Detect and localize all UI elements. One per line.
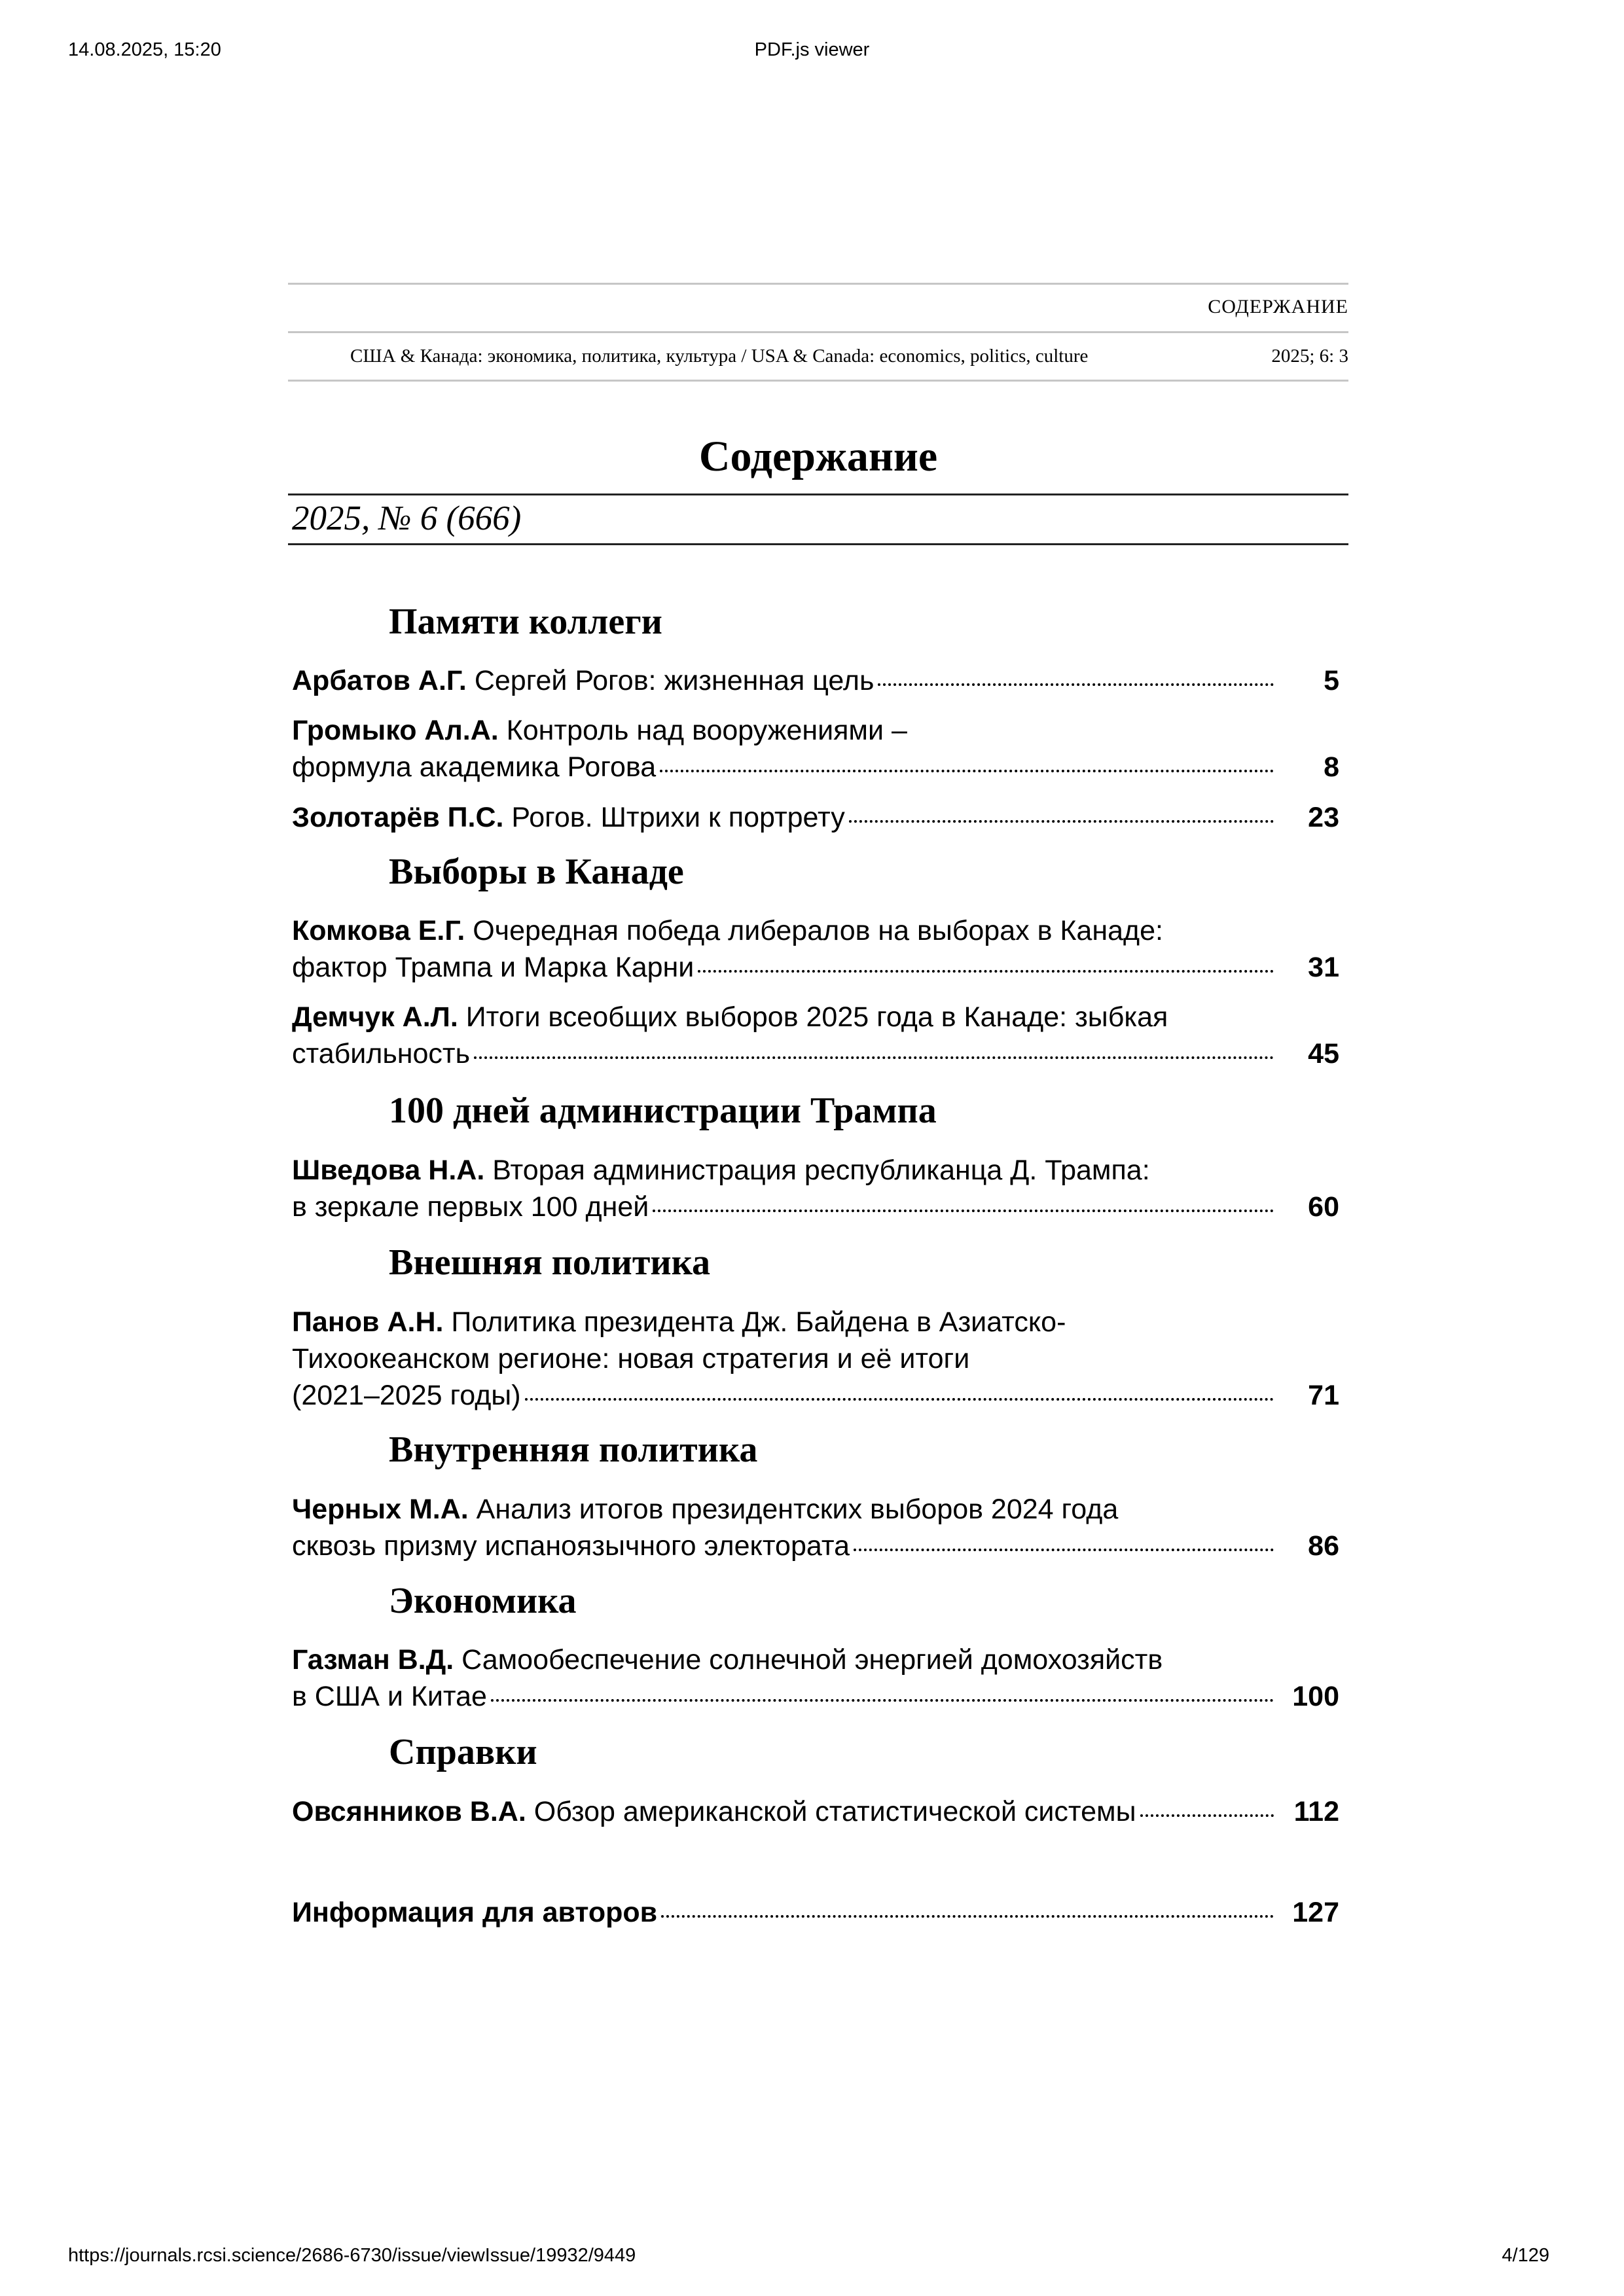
title-rule-bottom (288, 543, 1348, 545)
running-header-page-ref: 2025; 6: 3 (1271, 346, 1348, 367)
entry-page-number: 31 (1308, 952, 1339, 983)
dot-leader (1140, 1814, 1274, 1817)
entry-author: Черных М.А. (292, 1494, 469, 1525)
toc-entry[interactable] (292, 1793, 1339, 1830)
entry-title: в зеркале первых 100 дней (292, 1191, 649, 1223)
toc-entry-line (292, 1528, 1339, 1564)
section-heading: Справки (389, 1732, 537, 1772)
entry-author: Демчук А.Л. (292, 1001, 458, 1033)
print-page-title: PDF.js viewer (754, 39, 870, 60)
authors-info-entry[interactable] (292, 1894, 1339, 1931)
authors-info-label: Информация для авторов (292, 1897, 658, 1928)
toc-entry-line (292, 1152, 1339, 1189)
entry-author: Газман В.Д. (292, 1644, 454, 1676)
section-heading: Памяти коллеги (389, 601, 662, 642)
entry-author: Панов А.Н. (292, 1306, 444, 1338)
entry-title: в США и Китае (292, 1681, 487, 1712)
entry-author: Шведова Н.А. (292, 1155, 485, 1186)
entry-title: Очередная победа либералов на выборах в Канаде: (473, 915, 1163, 946)
entry-title: Вторая администрация республиканца Д. Трампа: (492, 1155, 1150, 1186)
toc-entry-line (292, 799, 1339, 836)
toc-entry-line (292, 712, 1339, 749)
dot-leader (474, 1056, 1274, 1059)
entry-page-number: 60 (1308, 1191, 1339, 1223)
header-rule-top (288, 283, 1348, 285)
toc-entry-line (292, 1377, 1339, 1414)
entry-title: Тихоокеанском регионе: новая стратегия и её итоги (292, 1343, 970, 1374)
toc-entry-line (292, 912, 1339, 949)
title-rule-top (288, 493, 1348, 495)
entry-page-number: 112 (1293, 1796, 1339, 1827)
entry-title: Политика президента Дж. Байдена в Азиатско- (451, 1306, 1066, 1338)
entry-page-number: 45 (1308, 1038, 1339, 1069)
page-title: Содержание (698, 433, 938, 480)
entry-author: Овсянников В.А. (292, 1796, 526, 1827)
toc-entry-line (292, 662, 1339, 699)
toc-entry[interactable] (292, 1304, 1339, 1414)
toc-entry[interactable] (292, 662, 1339, 699)
toc-entry-line (292, 999, 1339, 1035)
entry-title: стабильность (292, 1038, 471, 1069)
section-heading: Внешняя политика (389, 1242, 711, 1283)
entry-title: (2021–2025 годы) (292, 1380, 521, 1411)
toc-entry[interactable] (292, 1641, 1339, 1715)
entry-title: Анализ итогов президентских выборов 2024 года (476, 1494, 1119, 1525)
entry-page-number: 8 (1324, 751, 1339, 783)
dot-leader (660, 770, 1274, 772)
entry-author: Арбатов А.Г. (292, 665, 467, 696)
entry-page-number: 100 (1292, 1681, 1339, 1712)
dot-leader (661, 1915, 1274, 1918)
toc-entry[interactable] (292, 712, 1339, 785)
entry-title: Сергей Рогов: жизненная цель (474, 665, 875, 696)
dot-leader (854, 1549, 1274, 1551)
toc-entry[interactable] (292, 999, 1339, 1072)
entry-page-number: 127 (1292, 1897, 1339, 1928)
entry-title: Обзор американской статистической системы (533, 1796, 1136, 1827)
toc-entry-line (292, 1894, 1339, 1931)
section-heading: Внутренняя политика (389, 1429, 758, 1470)
issue-number: 2025, № 6 (666) (292, 499, 522, 537)
entry-author: Золотарёв П.С. (292, 802, 504, 833)
entry-page-number: 86 (1308, 1530, 1339, 1562)
entry-page-number: 5 (1324, 665, 1339, 696)
section-heading: Экономика (389, 1581, 577, 1621)
dot-leader (698, 970, 1274, 973)
section-heading: Выборы в Канаде (389, 852, 684, 892)
toc-entry-line (292, 1035, 1339, 1072)
entry-page-number: 23 (1308, 802, 1339, 833)
print-datetime: 14.08.2025, 15:20 (68, 39, 221, 60)
toc-entry-line (292, 1340, 1339, 1377)
toc-entry-line (292, 1678, 1339, 1715)
running-header-section: СОДЕРЖАНИЕ (1208, 296, 1348, 317)
toc-entry-line (292, 1189, 1339, 1225)
dot-leader (525, 1398, 1274, 1401)
print-page-counter: 4/129 (1502, 2245, 1549, 2266)
dot-leader (878, 683, 1274, 686)
toc-entry[interactable] (292, 1152, 1339, 1225)
running-header-journal: США & Канада: экономика, политика, культура / USA & Canada: economics, politics, culture (350, 346, 1089, 367)
toc-entry-line (292, 749, 1339, 785)
toc-entry-line (292, 1304, 1339, 1340)
entry-title: фактор Трампа и Марка Карни (292, 952, 695, 983)
entry-title: сквозь призму испаноязычного электората (292, 1530, 850, 1562)
entry-author: Комкова Е.Г. (292, 915, 465, 946)
dot-leader (491, 1699, 1274, 1702)
entry-title: формула академика Рогова (292, 751, 657, 783)
toc-entry-line (292, 1793, 1339, 1830)
dot-leader (653, 1210, 1274, 1212)
toc-entry[interactable] (292, 1491, 1339, 1564)
toc-entry-line (292, 949, 1339, 986)
header-rule-bottom (288, 380, 1348, 382)
dot-leader (849, 820, 1274, 823)
entry-title: Самообеспечение солнечной энергией домохозяйств (461, 1644, 1163, 1676)
toc-entry[interactable] (292, 799, 1339, 836)
entry-title: Итоги всеобщих выборов 2025 года в Канаде: зыбкая (465, 1001, 1168, 1033)
entry-title: Контроль над вооружениями – (506, 715, 907, 746)
browser-print-footer (0, 2245, 1624, 2284)
entry-title: Рогов. Штрихи к портрету (511, 802, 845, 833)
header-rule-middle (288, 331, 1348, 333)
section-heading: 100 дней администрации Трампа (389, 1090, 937, 1131)
print-url: https://journals.rcsi.science/2686-6730/issue/viewIssue/19932/9449 (68, 2245, 636, 2266)
entry-author: Громыко Ал.А. (292, 715, 499, 746)
toc-entry-line (292, 1641, 1339, 1678)
browser-print-header (0, 39, 1624, 79)
toc-entry[interactable] (292, 912, 1339, 986)
toc-entry-line (292, 1491, 1339, 1528)
entry-page-number: 71 (1308, 1380, 1339, 1411)
